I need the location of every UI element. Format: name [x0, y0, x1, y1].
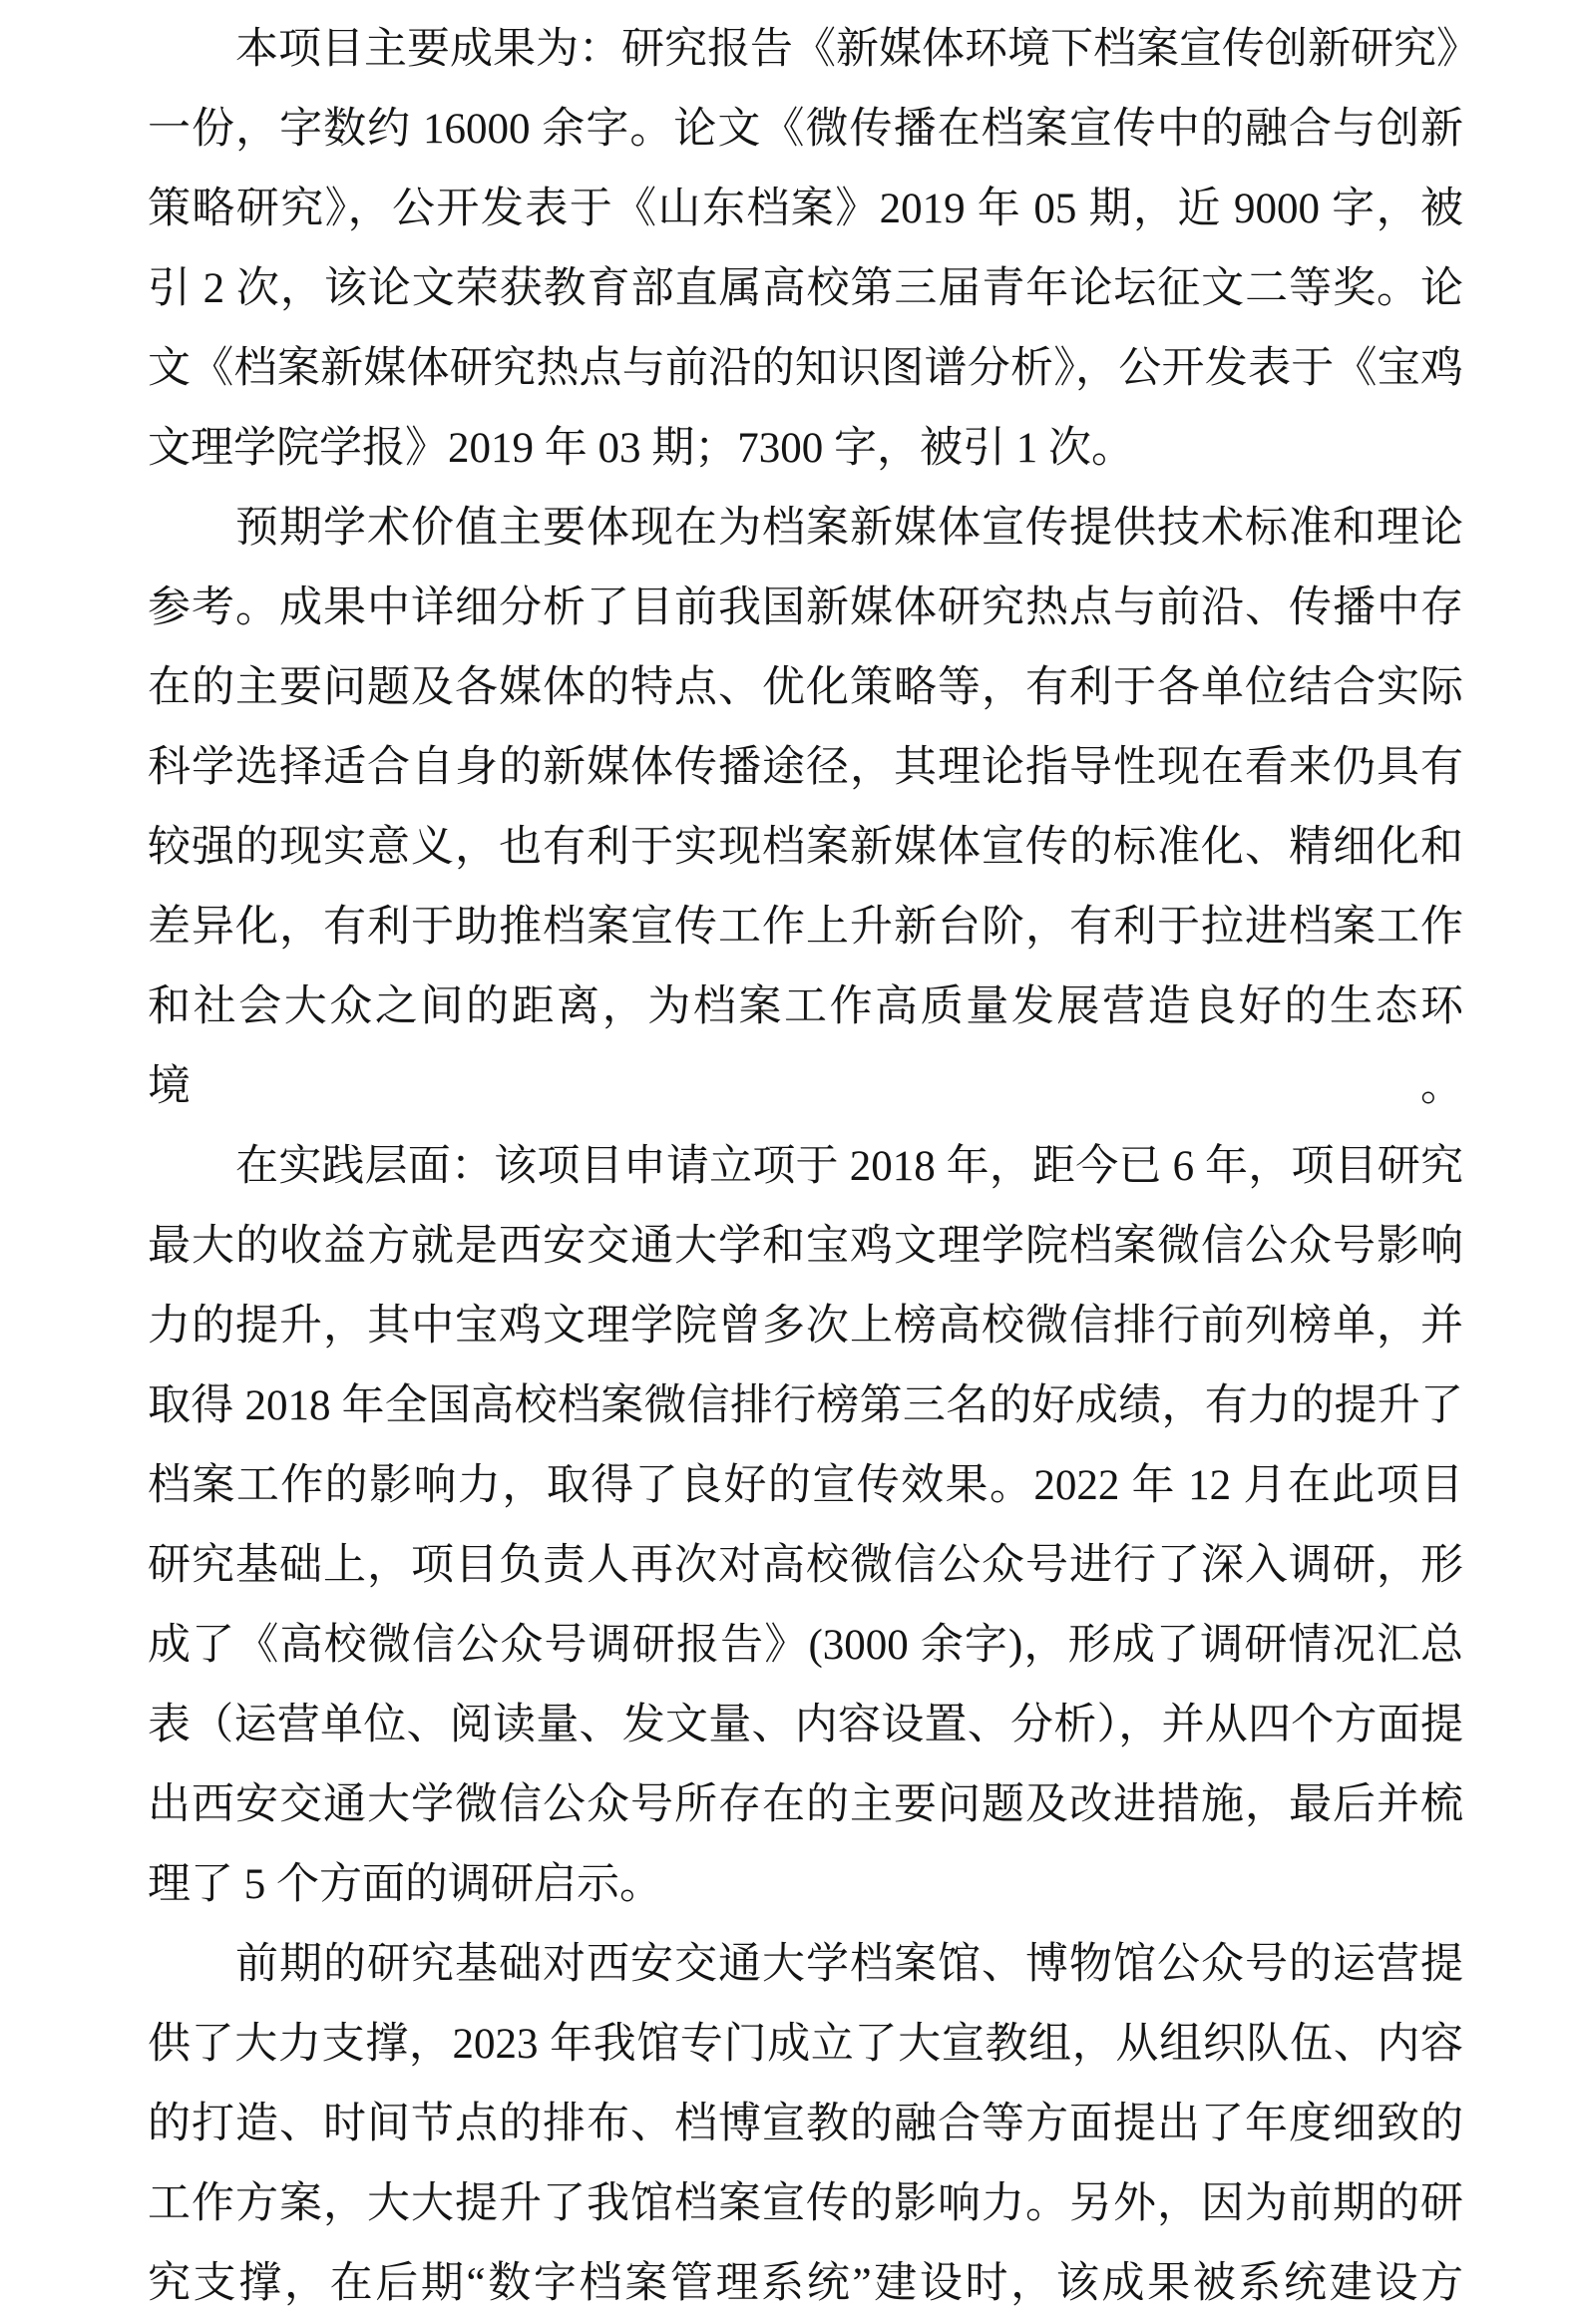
text-line: 前期的研究基础对西安交通大学档案馆、博物馆公众号的运营提: [235, 1941, 1463, 1988]
paragraph-early-research-support: [148, 1925, 1463, 2324]
text-line: 的打造、时间节点的排布、档博宣教的融合等方面提出了年度细致的: [148, 2101, 1463, 2147]
text-line: 引 2 次，该论文荣获教育部直属高校第三届青年论坛征文二等奖。论: [148, 265, 1463, 312]
text-line: 出西安交通大学微信公众号所存在的主要问题及改进措施，最后并梳: [148, 1781, 1463, 1828]
text-line: 在实践层面：该项目申请立项于 2018 年，距今已 6 年，项目研究: [235, 1143, 1463, 1190]
text-line: 一份，字数约 16000 余字。论文《微传播在档案宣传中的融合与创新: [148, 106, 1463, 153]
paragraph-academic-value: [148, 489, 1463, 1127]
text-line: 差异化，有利于助推档案宣传工作上升新台阶，有利于拉进档案工作: [148, 904, 1463, 951]
text-line: 取得 2018 年全国高校档案微信排行榜第三名的好成绩，有力的提升了: [148, 1382, 1463, 1429]
text-line: 较强的现实意义，也有利于实现档案新媒体宣传的标准化、精细化和: [148, 824, 1463, 871]
text-line: 工作方案，大大提升了我馆档案宣传的影响力。另外，因为前期的研: [148, 2180, 1463, 2227]
text-line: 理了 5 个方面的调研启示。: [148, 1861, 662, 1908]
text-line: 供了大力支撑，2023 年我馆专门成立了大宣教组，从组织队伍、内容: [148, 2021, 1463, 2068]
text-line: 参考。成果中详细分析了目前我国新媒体研究热点与前沿、传播中存: [148, 584, 1463, 631]
paragraph-project-results: [148, 10, 1479, 489]
text-line: 最大的收益方就是西安交通大学和宝鸡文理学院档案微信公众号影响: [148, 1223, 1463, 1270]
text-line: 预期学术价值主要体现在为档案新媒体宣传提供技术标准和理论: [235, 505, 1463, 552]
text-line: 文理学院学报》2019 年 03 期；7300 字，被引 1 次。: [148, 425, 1134, 472]
text-line: 科学选择适合自身的新媒体传播途径，其理论指导性现在看来仍具有: [148, 744, 1463, 791]
text-line: 档案工作的影响力，取得了良好的宣传效果。2022 年 12 月在此项目: [148, 1462, 1463, 1509]
text-line: 策略研究》，公开发表于《山东档案》2019 年 05 期，近 9000 字，被: [148, 186, 1463, 232]
text-line: 力的提升，其中宝鸡文理学院曾多次上榜高校微信排行前列榜单，并: [148, 1303, 1463, 1350]
text-line: 研究基础上，项目负责人再次对高校微信公众号进行了深入调研，形: [148, 1542, 1463, 1589]
text-line: 和社会大众之间的距离，为档案工作高质量发展营造良好的生态环境。: [148, 983, 1463, 1110]
text-line: 究支撑，在后期“数字档案管理系统”建设时，该成果被系统建设方: [148, 2260, 1463, 2307]
text-line: 文《档案新媒体研究热点与前沿的知识图谱分析》，公开发表于《宝鸡: [148, 345, 1463, 392]
text-line: 表（运营单位、阅读量、发文量、内容设置、分析），并从四个方面提: [148, 1702, 1463, 1748]
text-line: 在的主要问题及各媒体的特点、优化策略等，有利于各单位结合实际: [148, 664, 1463, 711]
paragraph-practical-level: [148, 1127, 1463, 1925]
text-line: 成了《高校微信公众号调研报告》(3000 余字)，形成了调研情况汇总: [148, 1622, 1463, 1669]
text-line: 本项目主要成果为：研究报告《新媒体环境下档案宣传创新研究》: [235, 26, 1479, 73]
